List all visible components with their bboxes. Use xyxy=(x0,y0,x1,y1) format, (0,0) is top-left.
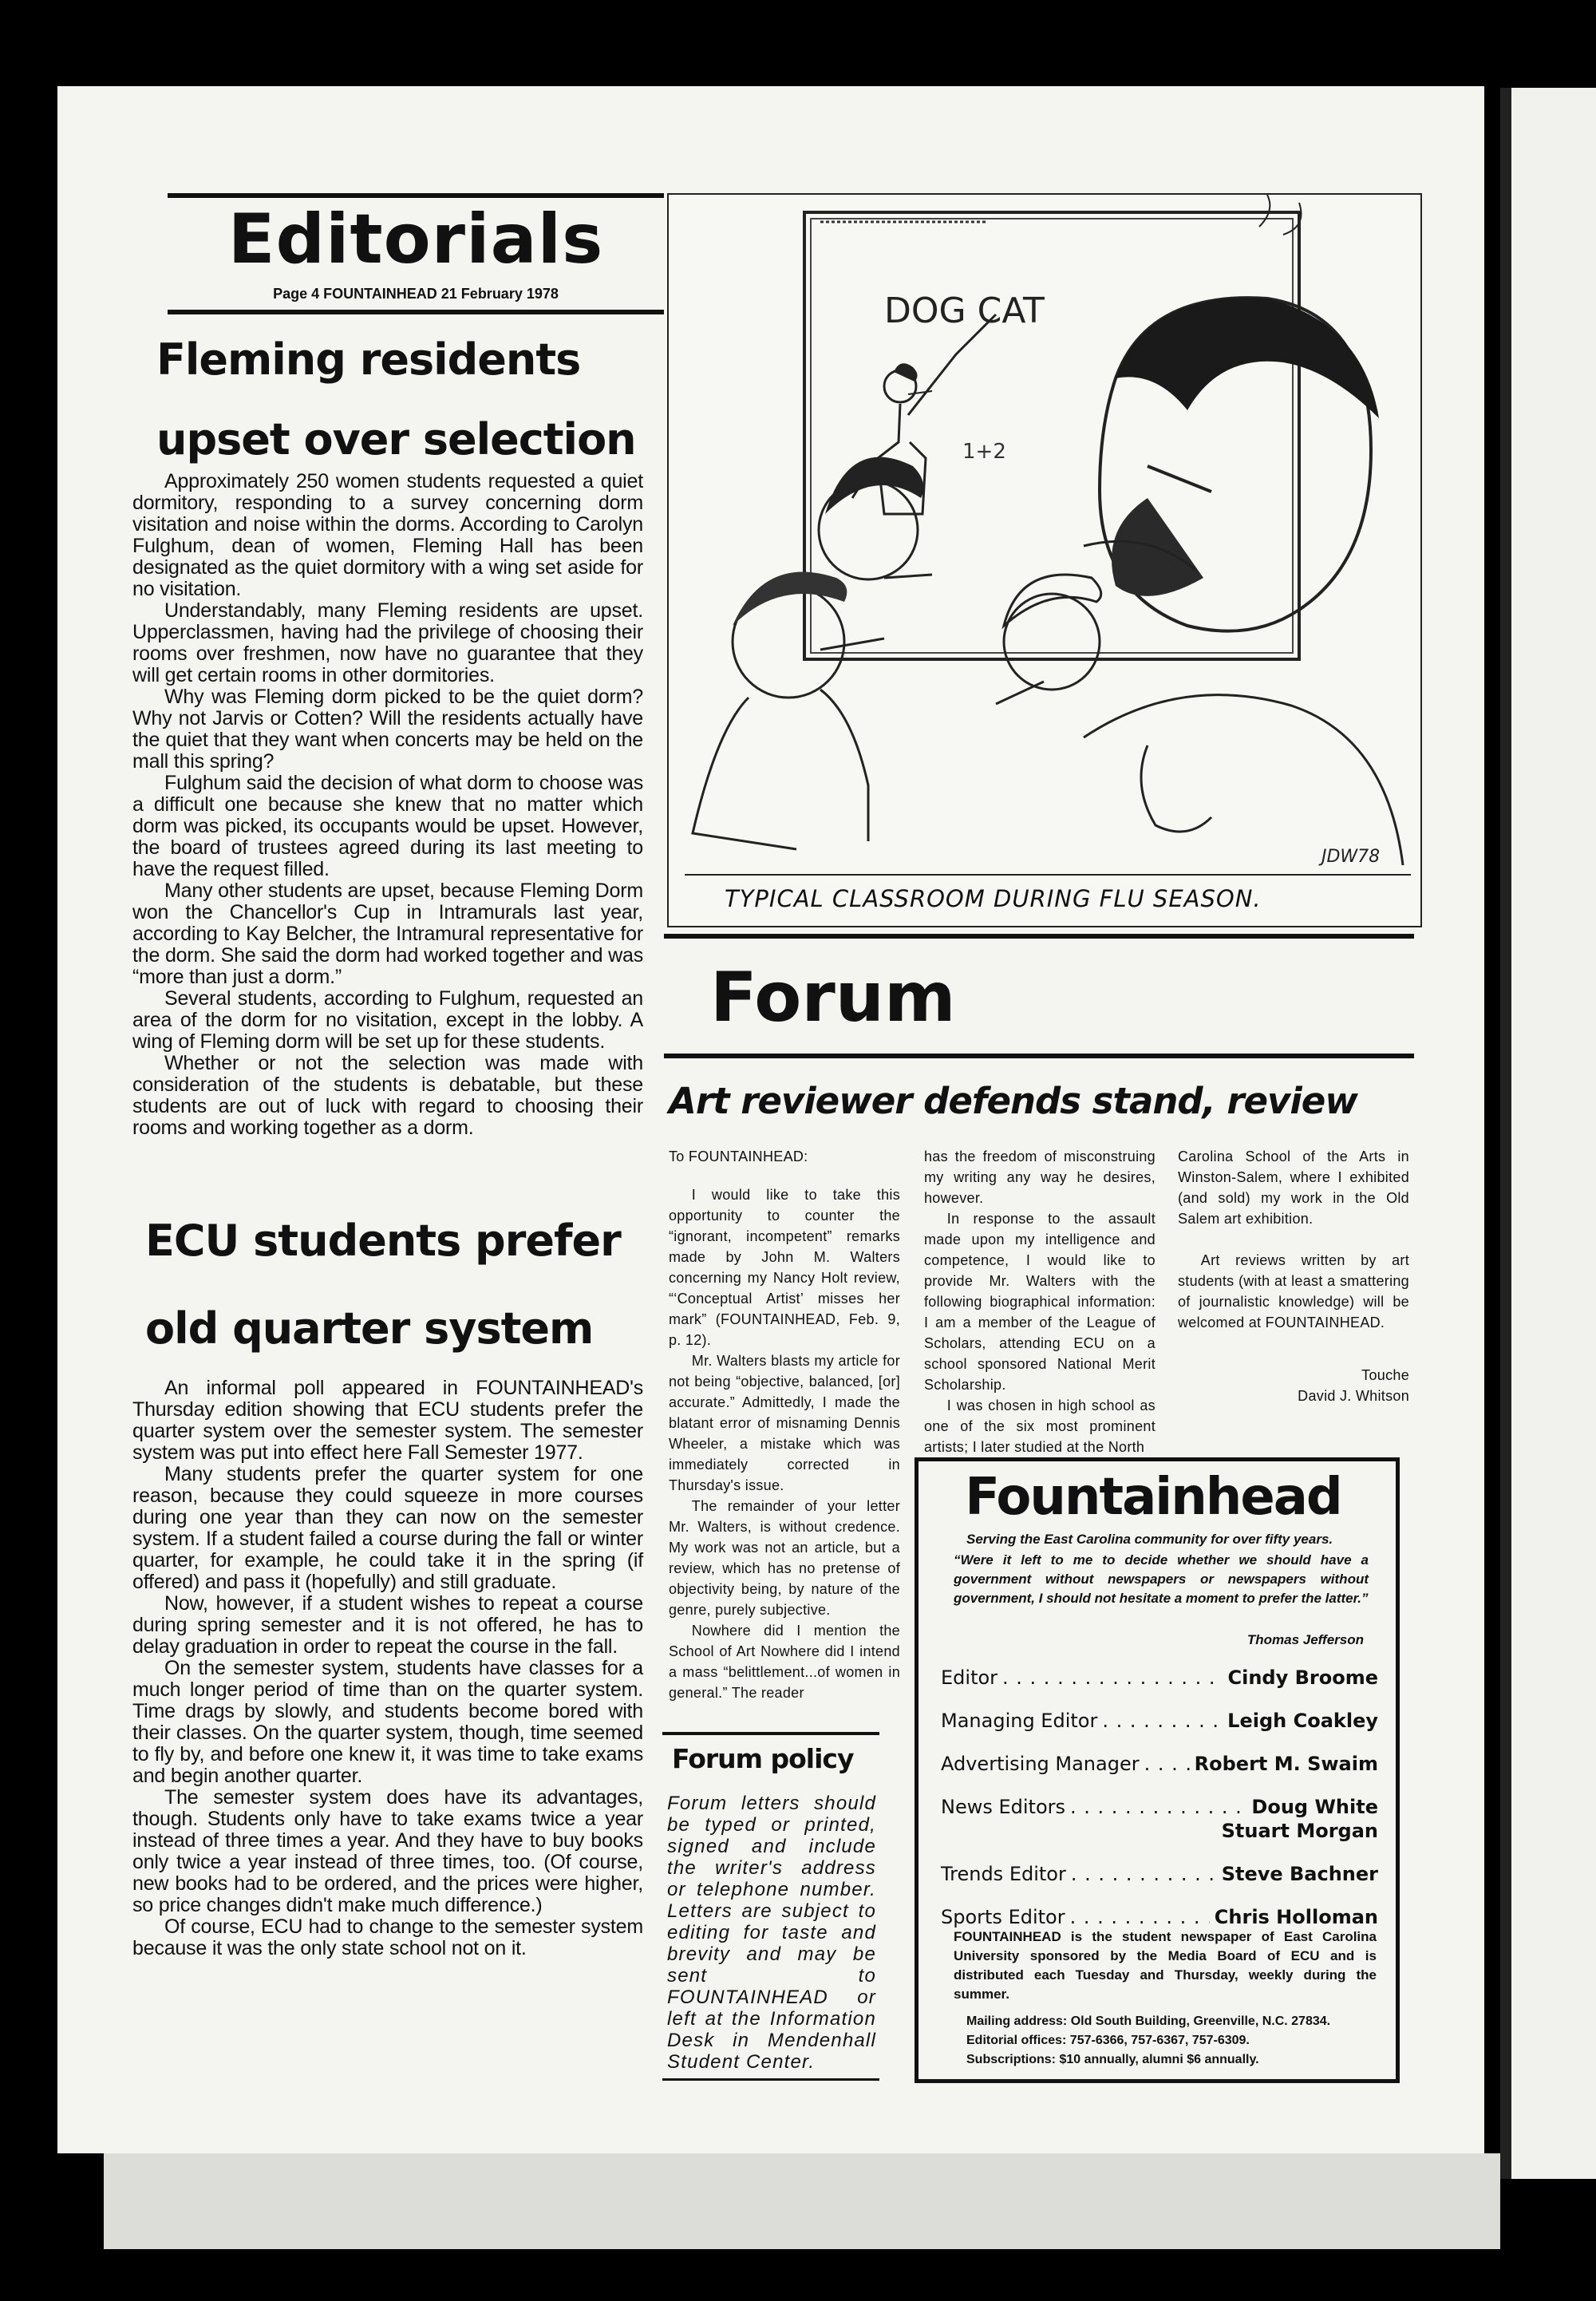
editorials-top-rule xyxy=(168,193,664,198)
staff-row-sports-editor xyxy=(941,1905,1378,1929)
paragraph: An informal poll appeared in FOUNTAINHEAD's Thursday edition showing that ECU students prefer the quarter system over the semester system. The semester system was put into effect here Fall Semester 1977. xyxy=(132,1377,643,1464)
paragraph: Approximately 250 women students requested a quiet dormitory, responding to a survey concerning dorm visitation and noise within the dorms. According to Carolyn Fulghum, dean of women, Fleming Hall has been designated as the quiet dormitory with a wing set aside for no visitation. xyxy=(132,470,643,600)
article-quarter-body xyxy=(132,1378,643,1959)
editorial-cartoon xyxy=(667,193,1422,927)
staff-row-managing-editor xyxy=(941,1709,1378,1733)
masthead-box xyxy=(915,1457,1400,2083)
masthead-tagline: Serving the East Carolina community for over fifty years. xyxy=(966,1532,1333,1547)
paragraph: Several students, according to Fulghum, requested an area of the dorm for no visitation, except in the lobby. A wing of Fleming dorm will be set up for these students. xyxy=(132,987,643,1053)
article-fleming-headline-2: upset over selection xyxy=(156,414,636,465)
staff-role: Trends Editor xyxy=(941,1863,1066,1885)
paragraph: I would like to take this opportunity to counter the “ignorant, incompetent” remarks made by John M. Walters concerning my Nancy Holt review, “‘Conceptual Artist’ misses her mark” (FOUNTAINHEAD, Feb. 9, p. 12). xyxy=(669,1187,900,1348)
policy-bottom-rule xyxy=(662,2078,879,2081)
forum-policy-title: Forum policy xyxy=(672,1743,854,1774)
paragraph: Whether or not the selection was made with consideration of the students is debatable, but these students are out of luck with regard to choosing their rooms and working together as a dorm. xyxy=(132,1052,643,1139)
paragraph: Many students prefer the quarter system for one reason, because they could squeeze in more courses during one year than they can now on the semester system. If a student failed a course during the fall or winter quarter, for example, he could take it in the spring (if offered) and pass it (hopefully) and still graduate. xyxy=(132,1463,643,1593)
masthead-quote: “Were it left to me to decide whether we should have a government without newspapers or newspapers without government, I should not hesitate a moment to prefer the latter.” xyxy=(954,1552,1369,1606)
scan-margin xyxy=(104,2153,1500,2249)
staff-row-trends-editor xyxy=(941,1862,1378,1886)
forum-letter-column-1 xyxy=(669,1146,900,1703)
staff-list xyxy=(941,1666,1378,1929)
paragraph: Carolina School of the Arts in Winston-Salem, where I exhibited (and sold) my work in the Old Salem art exhibition. xyxy=(1178,1149,1409,1227)
article-fleming xyxy=(156,316,667,484)
staff-role: Editor xyxy=(941,1666,998,1689)
paragraph: has the freedom of misconstruing my writing any way he desires, however. xyxy=(924,1149,1156,1206)
paragraph: Fulghum said the decision of what dorm to choose was a difficult one because she knew that no matter which dorm was picked, its occupants would be upset. However, the board of trustees agreed during its last meeting to have the request filled. xyxy=(132,772,643,880)
paragraph: On the semester system, students have classes for a much longer period of time than on the quarter system. Time drags by slowly, and students become bored with their classes. On the quarter system, though, time seemed to fly by, and before one knew it, it was time to take exams and begin another quarter. xyxy=(132,1657,643,1787)
article-quarter xyxy=(145,1197,672,1373)
staff-name: Leigh Coakley xyxy=(1227,1710,1378,1732)
forum-top-rule xyxy=(664,934,1414,939)
cartoon-drawing xyxy=(669,195,1420,926)
letter-author: David J. Whitson xyxy=(1298,1388,1409,1404)
dot-leader xyxy=(1070,1795,1246,1819)
staff-row-news-editors xyxy=(941,1795,1378,1819)
paragraph: The remainder of your letter Mr. Walters, is without credence. My work was not an article, but a review, which has no pretense of objectivity being, by nature of the genre, purely subjective. xyxy=(669,1498,900,1618)
staff-name: Doug White xyxy=(1251,1796,1378,1818)
dot-leader xyxy=(1002,1666,1223,1690)
masthead-quote-author: Thomas Jefferson xyxy=(1246,1632,1364,1647)
article-fleming-headline-1: Fleming residents xyxy=(156,334,581,385)
article-quarter-headline-1: ECU students prefer xyxy=(145,1216,621,1266)
dot-leader xyxy=(1070,1905,1210,1929)
article-fleming-body xyxy=(132,471,643,1139)
staff-name-secondary: Stuart Morgan xyxy=(1221,1820,1378,1842)
paragraph: Of course, ECU had to change to the semester system because it was the only state school not on it. xyxy=(132,1916,643,1959)
letter-signoff: Touche xyxy=(1361,1367,1409,1383)
cartoon-caption: TYPICAL CLASSROOM DURING FLU SEASON. xyxy=(725,885,1262,912)
forum-policy-text: Forum letters should be typed or printed, signed and include the writer's address or telephone number. Letters are subject to editing for taste and brevity and may be sent to FOUNTAINHEAD or left at the Information Desk in Mendenhall Student Center. xyxy=(667,1793,876,2073)
staff-role: News Editors xyxy=(941,1796,1066,1818)
paragraph: Mr. Walters blasts my article for not being “objective, balanced, [or] accurate.” Admittedly, I made the blatant error of misnaming Dennis Wheeler, a mistake which was immediately corrected in Thursday's issue. xyxy=(669,1353,900,1493)
dot-leader xyxy=(1102,1709,1223,1733)
paragraph: The semester system does have its advantages, though. Students only have to take exams twice a year instead of three times a year. And they have to buy books only twice a year instead of three times, too. (Of course, new books had to be ordered, and the prices were higher, so price changes didn't make much difference.) xyxy=(132,1786,643,1916)
cartoonist-signature: JDW78 xyxy=(1321,847,1381,867)
board-math: 1+2 xyxy=(962,440,1006,464)
staff-role: Sports Editor xyxy=(941,1906,1065,1928)
forum-title: Forum xyxy=(710,958,956,1038)
next-page-edge xyxy=(1500,88,1596,2179)
policy-top-rule xyxy=(662,1732,879,1735)
board-words: DOG CAT xyxy=(884,291,1045,331)
paragraph: Understandably, many Fleming residents are upset. Upperclassmen, having had the privilege of choosing their rooms over freshmen, now have no guarantee that they will get certain rooms in other dormitories. xyxy=(132,599,643,686)
staff-name: Chris Holloman xyxy=(1214,1906,1378,1928)
forum-letter-column-2 xyxy=(924,1146,1156,1457)
editorials-bottom-rule xyxy=(168,310,664,314)
masthead-name: Fountainhead xyxy=(965,1468,1341,1527)
forum-bottom-rule xyxy=(664,1054,1414,1058)
dot-leader xyxy=(1144,1752,1190,1776)
paragraph: Now, however, if a student wishes to repeat a course during spring semester and it is not offered, he has to delay graduation in order to repeat the course in the fall. xyxy=(132,1592,643,1658)
paragraph: Why was Fleming dorm picked to be the quiet dorm? Why not Jarvis or Cotten? Will the residents actually have the quiet that they want when concerts may be held on the mall this spring? xyxy=(132,686,643,773)
staff-role: Managing Editor xyxy=(941,1710,1098,1732)
forum-headline: Art reviewer defends stand, review xyxy=(669,1080,1357,1122)
masthead-offices: Editorial offices: 757-6366, 757-6367, 757-6309. xyxy=(966,2034,1250,2047)
paragraph: Nowhere did I mention the School of Art Nowhere did I intend a mass “belittlement...of women in general.” The reader xyxy=(669,1623,900,1701)
staff-row-editor xyxy=(941,1666,1378,1690)
article-quarter-headline-2: old quarter system xyxy=(145,1303,594,1354)
masthead-subscriptions: Subscriptions: $10 annually, alumni $6 annually. xyxy=(966,2053,1259,2066)
dot-leader xyxy=(1071,1862,1217,1886)
staff-row-advertising-manager xyxy=(941,1752,1378,1776)
masthead-about: FOUNTAINHEAD is the student newspaper of East Carolina University sponsored by the Media Board of ECU and is distributed each Tuesday and Thursday, weekly during the summer. xyxy=(954,1929,1377,2002)
paragraph: In response to the assault made upon my intelligence and competence, I would like to provide Mr. Walters with the following biographical information: I am a member of the League of Scholars, attending ECU on a school sponsored National Merit Scholarship. xyxy=(924,1211,1156,1393)
paragraph: Many other students are upset, because Fleming Dorm won the Chancellor's Cup in Intramurals last year, according to Kay Belcher, the Intramural representative for the dorm. She said the dorm had worked together and was “more than just a dorm.” xyxy=(132,880,643,988)
forum-letter-column-3 xyxy=(1178,1146,1409,1406)
paragraph: Art reviews written by art students (with at least a smattering of journalistic knowledge) will be welcomed at FOUNTAINHEAD. xyxy=(1178,1252,1409,1330)
staff-name: Steve Bachner xyxy=(1221,1863,1378,1885)
editorials-title: Editorials xyxy=(227,200,604,279)
letter-salutation: To FOUNTAINHEAD: xyxy=(669,1149,808,1164)
staff-role: Advertising Manager xyxy=(941,1753,1140,1775)
dateline: Page 4 FOUNTAINHEAD 21 February 1978 xyxy=(273,286,559,302)
paragraph: I was chosen in high school as one of the six most prominent artists; I later studied at the North xyxy=(924,1398,1156,1455)
masthead-mailing: Mailing address: Old South Building, Greenville, N.C. 27834. xyxy=(966,2014,1331,2028)
staff-name: Cindy Broome xyxy=(1227,1666,1378,1689)
staff-name: Robert M. Swaim xyxy=(1194,1753,1378,1775)
